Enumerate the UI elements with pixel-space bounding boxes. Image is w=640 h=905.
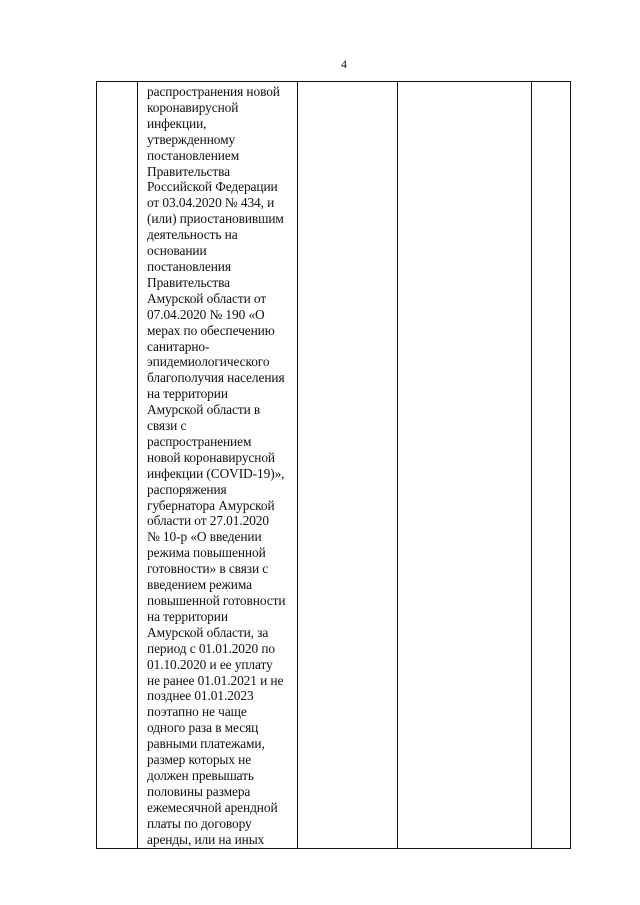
text-line: благополучия населения bbox=[147, 370, 285, 386]
text-line: коронавирусной bbox=[147, 99, 239, 115]
text-line: на территории bbox=[147, 386, 228, 402]
text-line: инфекции, bbox=[147, 115, 207, 131]
text-line: Амурской области, за bbox=[147, 624, 269, 640]
text-line: инфекции (COVID-19)», bbox=[147, 465, 285, 481]
text-line: постановлением bbox=[147, 147, 240, 163]
text-line: режима повышенной bbox=[147, 545, 266, 561]
text-line: санитарно- bbox=[147, 338, 210, 354]
text-line: платы по договору bbox=[147, 815, 252, 831]
cell-text bbox=[138, 82, 297, 848]
text-line: одного раза в месяц bbox=[147, 720, 259, 736]
document-table bbox=[96, 81, 571, 849]
text-line: от 03.04.2020 № 434, и bbox=[147, 195, 275, 211]
table-cell-number bbox=[97, 82, 138, 849]
text-line: должен превышать bbox=[147, 767, 254, 783]
text-line: аренды, или на иных bbox=[147, 831, 265, 847]
text-line: позднее 01.01.2023 bbox=[147, 688, 254, 704]
text-line: связи с bbox=[147, 418, 187, 434]
text-line: основании bbox=[147, 243, 207, 259]
text-line: Правительства bbox=[147, 274, 230, 290]
text-line: не ранее 01.01.2021 и не bbox=[147, 672, 284, 688]
text-line: Амурской области от bbox=[147, 290, 267, 306]
text-line: утвержденному bbox=[147, 131, 236, 147]
table-row bbox=[97, 82, 571, 849]
page-number: 4 bbox=[341, 57, 347, 71]
text-line: равными платежами, bbox=[147, 736, 265, 752]
text-line: на территории bbox=[147, 608, 228, 624]
text-line: повышенной готовности bbox=[147, 593, 286, 608]
text-line: Правительства bbox=[147, 163, 230, 179]
text-line: мерах по обеспечению bbox=[147, 322, 275, 338]
text-line: эпидемиологического bbox=[147, 354, 270, 370]
text-line: размер которых не bbox=[147, 752, 252, 768]
text-line: № 10-р «О введении bbox=[147, 529, 262, 545]
text-line: распоряжения bbox=[147, 481, 227, 497]
text-line: распространением bbox=[147, 433, 252, 449]
text-line: постановления bbox=[147, 258, 231, 274]
text-line: деятельность на bbox=[147, 227, 238, 243]
text-line: новой коронавирусной bbox=[147, 449, 275, 465]
table-cell-empty bbox=[298, 82, 398, 849]
text-line: готовности» в связи с bbox=[147, 561, 269, 577]
text-line: поэтапно не чаще bbox=[147, 704, 247, 720]
text-line: ежемесячной арендной bbox=[147, 799, 278, 815]
text-line: (или) приостановившим bbox=[147, 211, 284, 227]
text-line: области от 27.01.2020 bbox=[147, 513, 269, 529]
text-line: период с 01.01.2020 по bbox=[147, 640, 275, 656]
text-line: введением режима bbox=[147, 577, 252, 593]
text-line: распространения новой bbox=[147, 84, 280, 99]
text-line: Российской Федерации bbox=[147, 179, 278, 195]
text-line: Амурской области в bbox=[147, 402, 261, 418]
text-line: губернатора Амурской bbox=[147, 497, 275, 513]
table-cell-empty bbox=[532, 82, 571, 849]
table-cell-description bbox=[138, 82, 298, 849]
table-cell-empty bbox=[398, 82, 532, 849]
text-line: 01.10.2020 и ее уплату bbox=[147, 656, 273, 672]
text-line: 07.04.2020 № 190 «О bbox=[147, 306, 265, 322]
text-line: половины размера bbox=[147, 783, 251, 799]
